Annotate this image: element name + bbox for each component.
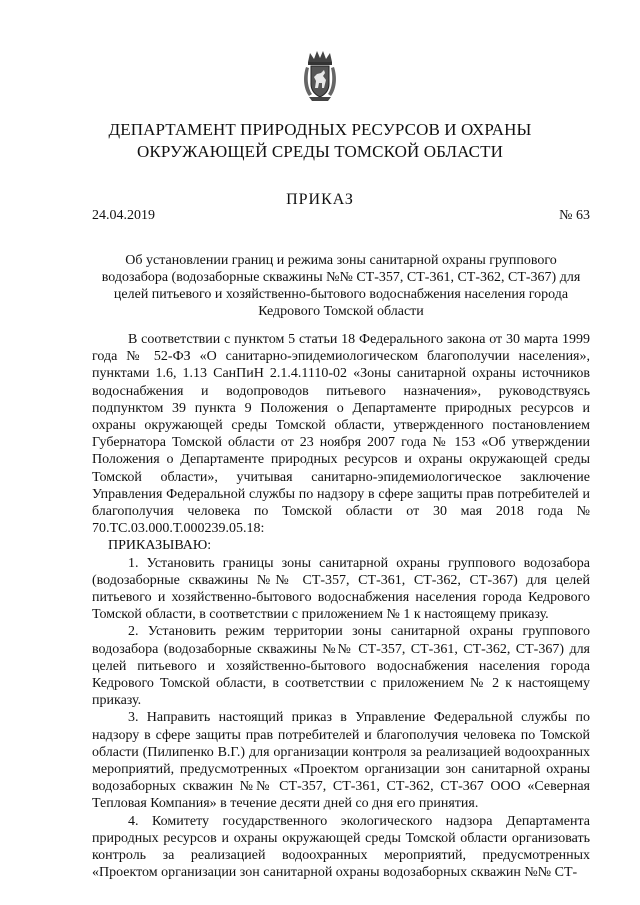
- order-item-2: 2. Установить режим территории зоны санитарной охраны группового водозабора (водозаборные скважины №№ СТ-357, СТ-361, СТ-362, СТ-367) для целей питьевого и хозяйственно-бытового водоснабжения населения города Кедрового Томской области, в соответствии с приложением № 2 к настоящему приказу.: [92, 624, 590, 709]
- order-number: № 63: [559, 208, 590, 223]
- order-title: ПРИКАЗ: [286, 191, 354, 208]
- order-meta-row: [92, 208, 590, 224]
- order-item-3: 3. Направить настоящий приказ в Управление Федеральной службы по надзору в сфере защиты прав потребителей и благополучия человека по Томской области (Пилипенко В.Г.) для организации контроля за реализацией водоохранных мероприятий, предусмотренных «Проектом организации зон санитарной охраны водозаборных скважин №№ СТ-357, СТ-361, СТ-362, СТ-367 ООО «Северная Тепловая Компания» в течение десяти дней со дня его принятия.: [92, 710, 590, 812]
- tomsk-coat-of-arms-icon: [303, 50, 337, 102]
- order-item-1: 1. Установить границы зоны санитарной охраны группового водозабора (водозаборные скважины №№ СТ-357, СТ-361, СТ-362, СТ-367) для целей питьевого и хозяйственно-бытового водоснабжения населения города Кедрового Томской области, в соответствии с приложением № 1 к настоящему приказу.: [92, 555, 590, 623]
- preamble-paragraph: В соответствии с пунктом 5 статьи 18 Федерального закона от 30 марта 1999 года № 52-ФЗ «О санитарно-эпидемиологическом благополучии населения», пунктами 1.6, 1.13 СанПиН 2.1.4.1110-02 «Зоны санитарной охраны источников водоснабжения и водопроводов питьевого назначения», руководствуясь подпунктом 39 пункта 9 Положения о Департаменте природных ресурсов и охраны окружающей среды Томской области, утвержденного постановлением Губернатора Томской области от 23 ноября 2007 года № 153 «Об утверждении Положения о Департаменте природных ресурсов и охраны окружающей среды Томской области», учитывая санитарно-эпидемиологическое заключение Управления Федеральной службы по надзору в сфере защиты прав потребителей и благополучия человека по Томской области от 30 мая 2018 года № 70.ТС.03.000.Т.000239.05.18:: [92, 332, 590, 537]
- order-subject: Об установлении границ и режима зоны санитарной охраны группового водозабора (водозаборные скважины №№ СТ-357, СТ-361, СТ-362, СТ-367) для целей питьевого и хозяйственно-бытового водоснабжения населения города Кедрового Томской области: [101, 253, 581, 319]
- order-keyword: ПРИКАЗЫВАЮ:: [108, 538, 212, 554]
- order-item-4: 4. Комитету государственного экологического надзора Департамента природных ресурсов и охраны окружающей среды Томской области организовать контроль за реализацией водоохранных мероприятий, предусмотренных «Проектом организации зон санитарной охраны водозаборных скважин №№ СТ-: [92, 813, 590, 881]
- department-name: ДЕПАРТАМЕНТ ПРИРОДНЫХ РЕСУРСОВ И ОХРАНЫ ОКРУЖАЮЩЕЙ СРЕДЫ ТОМСКОЙ ОБЛАСТИ: [108, 120, 532, 161]
- order-body: [92, 331, 590, 882]
- order-date: 24.04.2019: [92, 208, 155, 223]
